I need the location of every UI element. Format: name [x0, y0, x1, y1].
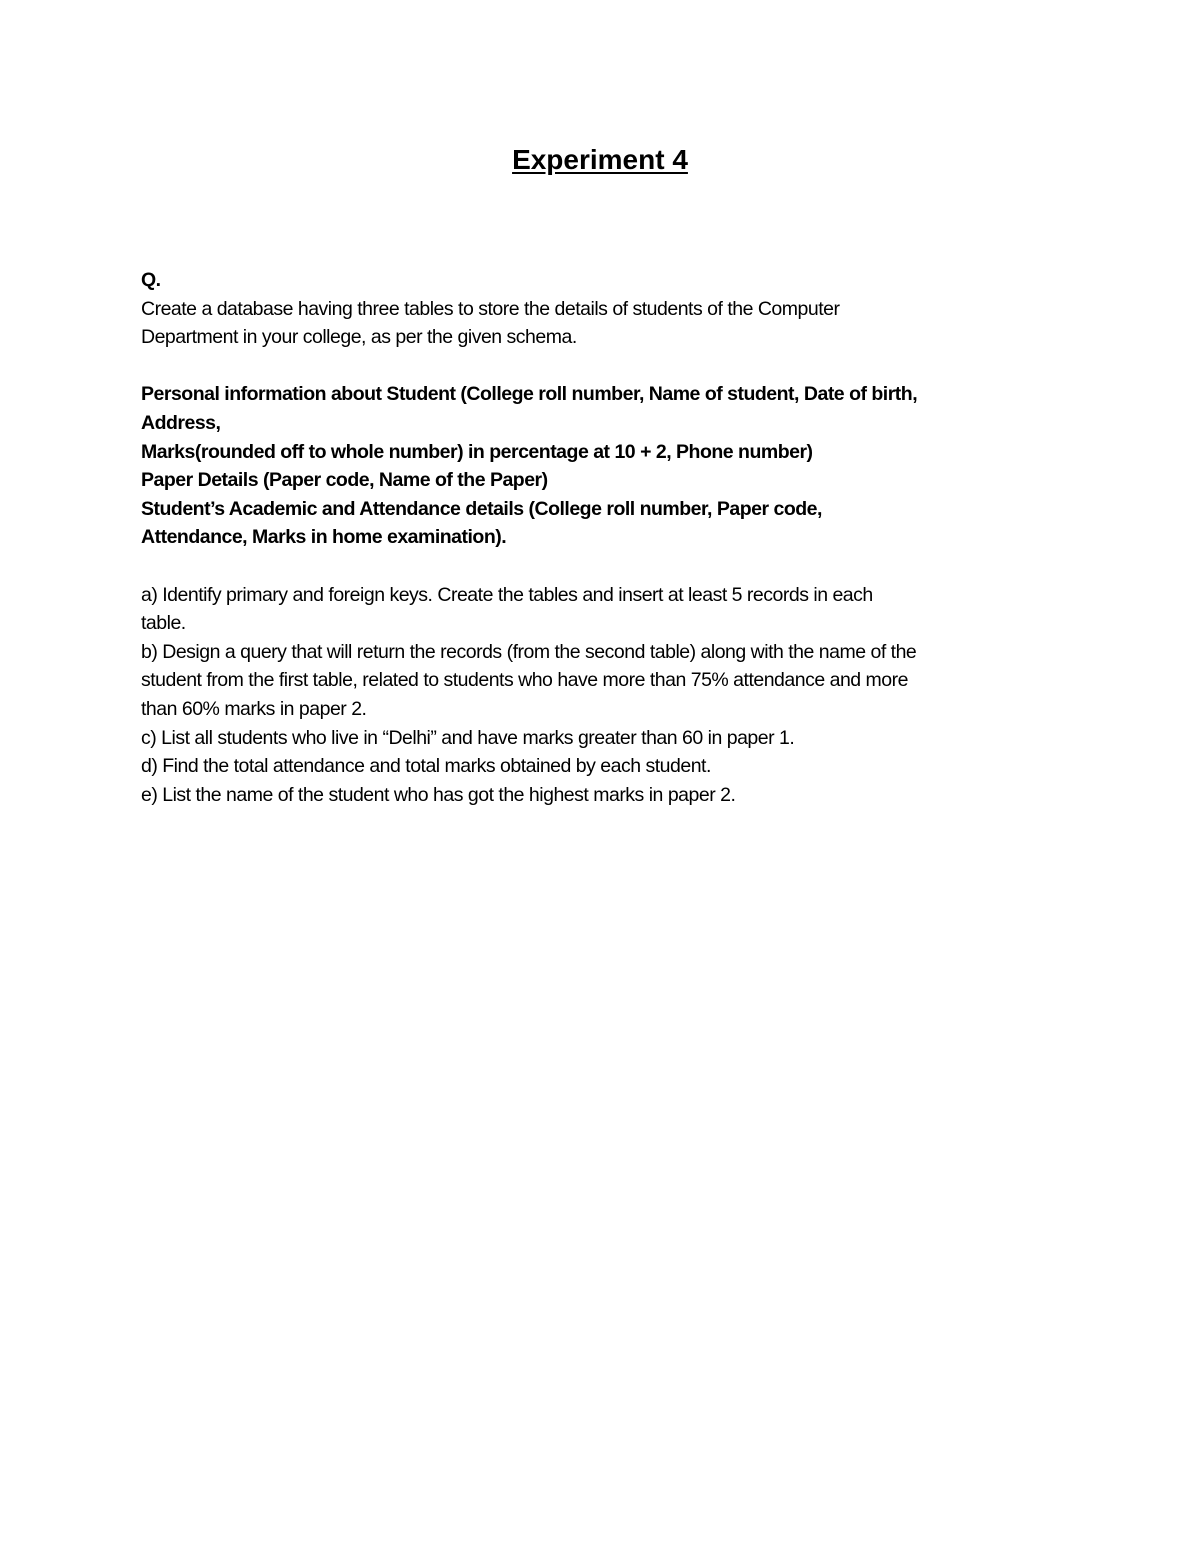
schema-line: Personal information about Student (College roll number, Name of student, Date of birth, [141, 383, 918, 406]
document-title: Experiment 4 [512, 144, 688, 175]
task-line: e) List the name of the student who has got the highest marks in paper 2. [141, 783, 736, 806]
task-line: c) List all students who live in “Delhi” and have marks greater than 60 in paper 1. [141, 726, 795, 749]
task-line: b) Design a query that will return the records (from the second table) along with the name of the [141, 640, 917, 663]
schema-line: Paper Details (Paper code, Name of the Paper) [141, 469, 548, 492]
task-line: d) Find the total attendance and total marks obtained by each student. [141, 755, 711, 778]
task-line: student from the first table, related to students who have more than 75% attendance and more [141, 669, 908, 692]
paragraph-gap [141, 352, 1071, 381]
schema-line: Address, [141, 411, 221, 434]
intro-line: Department in your college, as per the given schema. [141, 326, 577, 349]
task-line: than 60% marks in paper 2. [141, 697, 367, 720]
question-label: Q. [141, 269, 161, 291]
schema-line: Attendance, Marks in home examination). [141, 526, 507, 549]
document-body [141, 266, 1071, 809]
task-line: table. [141, 612, 186, 635]
paragraph-gap [141, 552, 1071, 581]
schema-line: Student’s Academic and Attendance details (College roll number, Paper code, [141, 497, 822, 520]
task-line: a) Identify primary and foreign keys. Create the tables and insert at least 5 records in each [141, 583, 873, 606]
intro-line: Create a database having three tables to store the details of students of the Computer [141, 297, 840, 320]
schema-line: Marks(rounded off to whole number) in percentage at 10 + 2, Phone number) [141, 440, 813, 463]
